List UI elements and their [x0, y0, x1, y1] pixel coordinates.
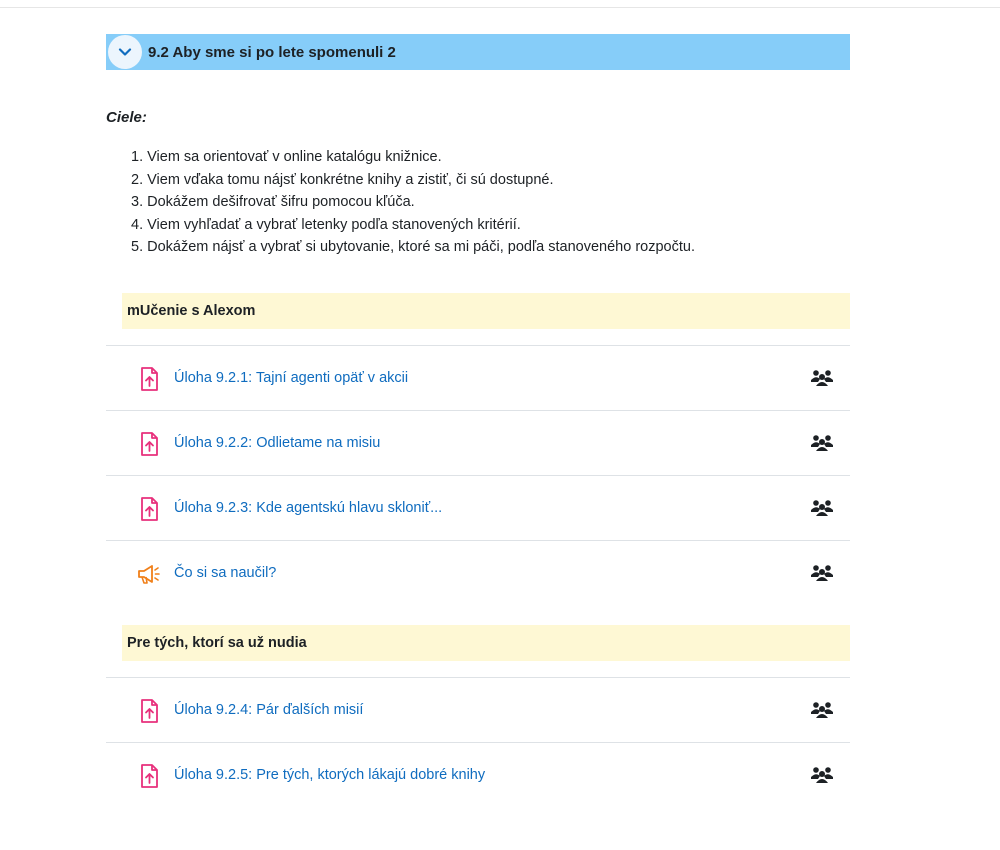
assignment-upload-icon [136, 763, 162, 789]
goal-item: 3. Dokážem dešifrovať šifru pomocou kľúča. [131, 194, 415, 210]
subsection-title: Pre tých, ktorí sa už nudia [127, 635, 307, 651]
goal-item: 2. Viem vďaka tomu nájsť konkrétne knihy a zistiť, či sú dostupné. [131, 171, 554, 188]
activity-row [106, 678, 850, 742]
chevron-down-icon [117, 44, 133, 60]
group-mode-icon[interactable] [810, 701, 834, 719]
section-title: 9.2 Aby sme si po lete spomenuli 2 [148, 43, 396, 61]
group-mode-icon[interactable] [810, 564, 834, 582]
assignment-upload-icon [136, 366, 162, 392]
subsection-header [122, 625, 850, 661]
activity-row [106, 346, 850, 410]
activity-row [106, 541, 850, 605]
activity-link[interactable]: Úloha 9.2.1: Tajní agenti opäť v akcii [174, 370, 409, 386]
group-mode-icon[interactable] [810, 766, 834, 784]
activity-link[interactable]: Úloha 9.2.2: Odlietame na misiu [174, 435, 381, 451]
group-mode-icon[interactable] [810, 434, 834, 452]
assignment-upload-icon [136, 496, 162, 522]
assignment-upload-icon [136, 431, 162, 457]
activity-row [106, 476, 850, 540]
activity-row [106, 411, 850, 475]
section-header [106, 34, 850, 70]
activity-link[interactable]: Úloha 9.2.4: Pár ďalších misií [174, 702, 364, 718]
goal-item: 5. Dokážem nájsť a vybrať si ubytovanie, ktoré sa mi páči, podľa stanoveného rozpočtu. [131, 239, 695, 255]
top-divider [0, 7, 1000, 8]
activity-row [106, 743, 850, 807]
goal-item: 1. Viem sa orientovať v online katalógu knižnice. [131, 149, 442, 165]
section-collapse-button[interactable] [108, 35, 142, 69]
goals-list [131, 146, 695, 259]
goal-item: 4. Viem vyhľadať a vybrať letenky podľa stanovených kritérií. [131, 216, 521, 233]
subsection-title: mUčenie s Alexom [127, 303, 256, 319]
group-mode-icon[interactable] [810, 369, 834, 387]
activity-link[interactable]: Čo si sa naučil? [174, 565, 277, 581]
group-mode-icon[interactable] [810, 499, 834, 517]
goals-label: Ciele: [106, 109, 147, 126]
activity-link[interactable]: Úloha 9.2.3: Kde agentskú hlavu skloniť... [174, 500, 443, 516]
assignment-upload-icon [136, 698, 162, 724]
activity-link[interactable]: Úloha 9.2.5: Pre tých, ktorých lákajú dobré knihy [174, 767, 486, 783]
subsection-header [122, 293, 850, 329]
megaphone-icon [136, 561, 162, 587]
